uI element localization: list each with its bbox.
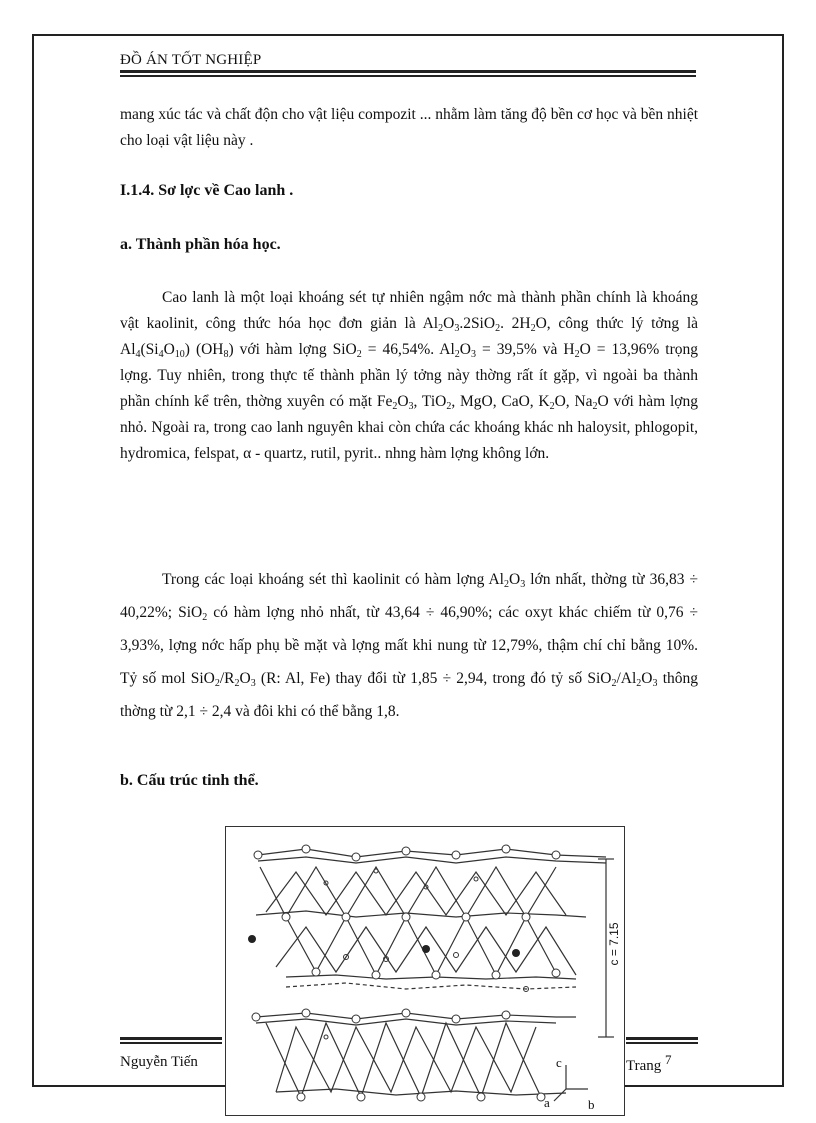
section-heading: I.1.4. Sơ lợc về Cao lanh . [120, 182, 294, 199]
paragraph-kaolinit: Trong các loại khoáng sét thì kaolinit có hàm lợng $Al_2O_3$ lớn nhất, thờng từ 36,83 ÷ 40,22%; SiO$_2$ có hàm lợng nhỏ nhất, từ 43,64 ÷ 46,90%; các oxyt khác chiếm từ 0,76 ÷ 3,93%, lợng nớc hấp phụ bề mặt và lợng mất khi nung từ 12,79%, thậm chí chỉ bằng 10%. Tỷ số mol $SiO_2/R_2O_3$ (R: Al, Fe) thay đổi từ 1,85 ÷ 2,94, trong đó tỷ số $SiO_2/Al_2O_3$ thông thờng từ 2,1 ÷ 2,4 và đôi khi có thể bằng 1,8. [120, 571, 699, 720]
axis-a-label: a [544, 1095, 550, 1110]
subsection-heading-structure: b. Cấu trúc tinh thể. [120, 772, 259, 789]
crystal-structure-figure [225, 826, 625, 1116]
footer-rule-right [626, 1037, 698, 1044]
crystal-structure-diagram [226, 827, 626, 1117]
header-rule [120, 70, 696, 77]
subsection-heading-chemical: a. Thành phần hóa học. [120, 236, 281, 253]
axis-c-label: c [556, 1055, 562, 1070]
axis-b-label: b [588, 1097, 595, 1112]
paragraph-composition: Cao lanh là một loại khoáng sét tự nhiên ngậm nớc mà thành phần chính là khoáng vật kaolinit, công thức hóa học đơn giản là $Al_2O_3.2SiO_2$. $2H_2O$, công thức lý tởng là $Al_4(Si_4O_{10})$ $(OH_8)$ với hàm lợng SiO$_2$ = 46,54%. $Al_2O_3 = 39,5\%$ và $H_2O = 13,96\%$ trọng lợng. Tuy nhiên, trong thực tế thành phần lý tởng này thờng rất ít gặp, vì ngoài ba thành phần chính kể trên, thờng xuyên có mặt $Fe_2O_3$, TiO$_2$, MgO, CaO, $K_2O$, $Na_2O$ với hàm lợng nhỏ. Ngoài ra, trong cao lanh nguyên khai còn chứa các khoáng khác nh haloysit, phlogopit, hydromica, felspat, α - quartz, rutil, pyrit.. nhng hàm lợng không lớn. [120, 289, 698, 462]
footer-page-number: 7 [665, 1052, 672, 1067]
footer-rule-left [120, 1037, 222, 1044]
footer-page-label: Trang [626, 1058, 662, 1074]
figure-c-label: c = 7.15 [607, 922, 621, 966]
footer-page [626, 1052, 672, 1075]
footer-author: Nguyễn Tiến [120, 1054, 198, 1070]
paragraph-intro: mang xúc tác và chất độn cho vật liệu compozit ... nhằm làm tăng độ bền cơ học và bền nhiệt cho loại vật liệu này . [120, 106, 698, 149]
header-title: ĐỒ ÁN TỐT NGHIỆP [120, 52, 262, 68]
